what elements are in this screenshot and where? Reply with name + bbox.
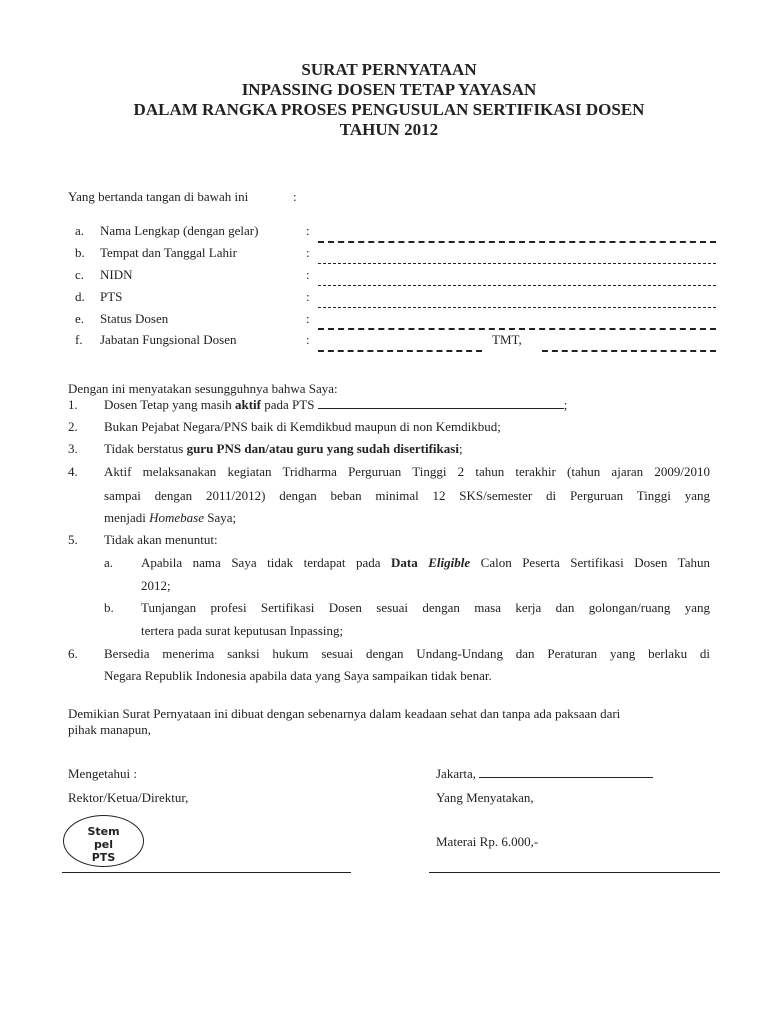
item-1-prefix: Dosen Tetap yang masih bbox=[104, 397, 235, 412]
item-4-line-3-prefix: menjadi bbox=[104, 510, 150, 525]
field-label-status: Status Dosen bbox=[100, 311, 169, 326]
item-6-line-2: Negara Republik Indonesia apabila data yang Saya sampaikan tidak benar. bbox=[104, 668, 492, 683]
item-3-prefix: Tidak berstatus bbox=[104, 441, 187, 456]
statement-intro: Dengan ini menyatakan sesungguhnya bahwa Saya: bbox=[68, 381, 338, 396]
field-letter-b: b. bbox=[75, 245, 85, 260]
item-1-bold: aktif bbox=[235, 397, 261, 412]
field-colon-jabatan: : bbox=[306, 332, 310, 347]
field-label-pts: PTS bbox=[100, 289, 123, 304]
field-letter-f: f. bbox=[75, 332, 83, 347]
item-5a-suffix: Calon Peserta Sertifikasi Dosen Tahun bbox=[470, 555, 710, 570]
field-line-nidn[interactable] bbox=[318, 285, 716, 286]
item-3-text bbox=[104, 441, 463, 457]
field-line-birth[interactable] bbox=[318, 263, 716, 264]
item-4-number: 4. bbox=[68, 464, 78, 479]
materai-label: Materai Rp. 6.000,- bbox=[436, 834, 539, 849]
title-line-2: INPASSING DOSEN TETAP YAYASAN bbox=[241, 80, 537, 99]
title-line-4: TAHUN 2012 bbox=[339, 120, 439, 139]
mengetahui-label: Mengetahui : bbox=[68, 766, 137, 781]
item-5a-prefix: Apabila nama Saya tidak terdapat pada bbox=[141, 555, 392, 570]
item-5-number: 5. bbox=[68, 532, 78, 547]
item-6-number: 6. bbox=[68, 646, 78, 661]
closing-line-2: pihak manapun, bbox=[68, 722, 152, 737]
item-5a-bold: Data bbox=[391, 555, 429, 570]
date-blank[interactable] bbox=[479, 766, 653, 778]
field-colon-nidn: : bbox=[306, 267, 310, 282]
item-3-end: ; bbox=[458, 441, 463, 456]
title-line-1: SURAT PERNYATAAN bbox=[301, 60, 477, 79]
field-line-pts[interactable] bbox=[318, 307, 716, 308]
field-label-name: Nama Lengkap (dengan gelar) bbox=[100, 223, 259, 238]
field-colon-pts: : bbox=[306, 289, 310, 304]
rektor-label: Rektor/Ketua/Direktur, bbox=[68, 790, 189, 805]
item-5-text: Tidak akan menuntut: bbox=[104, 532, 218, 547]
stamp-placeholder bbox=[63, 815, 144, 867]
item-4-line-3 bbox=[104, 510, 236, 526]
tmt-label: TMT, bbox=[492, 332, 522, 347]
field-letter-e: e. bbox=[75, 311, 85, 326]
intro-colon: : bbox=[293, 189, 297, 204]
place-date bbox=[436, 766, 653, 782]
field-label-jabatan: Jabatan Fungsional Dosen bbox=[100, 332, 237, 347]
item-2-text: Bukan Pejabat Negara/PNS baik di Kemdikbud maupun di non Kemdikbud; bbox=[104, 419, 501, 434]
homebase-italic: Homebase bbox=[149, 510, 205, 525]
field-line-status[interactable] bbox=[318, 328, 716, 330]
closing-line-1: Demikian Surat Pernyataan ini dibuat dengan sebenarnya dalam keadaan sehat dan tanpa ada paksaan dari bbox=[68, 706, 621, 721]
item-1-suffix: pada PTS bbox=[261, 397, 318, 412]
item-5a-line-1 bbox=[141, 552, 710, 574]
item-1-text bbox=[104, 397, 567, 413]
field-letter-a: a. bbox=[75, 223, 85, 238]
item-4-line-1: Aktif melaksanakan kegiatan Tridharma Perguruan Tinggi 2 tahun terakhir (tahun ajaran 2009/2010 bbox=[104, 464, 710, 479]
item-4-line-3-suffix: Saya; bbox=[204, 510, 237, 525]
item-1-end: ; bbox=[563, 397, 568, 412]
item-2-number: 2. bbox=[68, 419, 78, 434]
right-signature-line[interactable] bbox=[429, 872, 720, 873]
item-3-bold: guru PNS dan/atau guru yang sudah disertifikasi bbox=[186, 441, 459, 456]
field-colon-name: : bbox=[306, 223, 310, 238]
field-label-birth: Tempat dan Tanggal Lahir bbox=[100, 245, 237, 260]
stamp-line-1: Stem bbox=[87, 825, 120, 838]
item-1-blank[interactable] bbox=[318, 397, 564, 409]
field-colon-birth: : bbox=[306, 245, 310, 260]
item-3-number: 3. bbox=[68, 441, 78, 456]
field-colon-status: : bbox=[306, 311, 310, 326]
item-5b-letter: b. bbox=[104, 600, 114, 615]
title-line-3: DALAM RANGKA PROSES PENGUSULAN SERTIFIKASI DOSEN bbox=[133, 100, 645, 119]
left-signature-line[interactable] bbox=[62, 872, 351, 873]
item-1-number: 1. bbox=[68, 397, 78, 412]
item-5a-line-2: 2012; bbox=[141, 578, 171, 593]
field-line-name[interactable] bbox=[318, 241, 716, 243]
stamp-line-2: pel bbox=[93, 838, 114, 851]
yang-menyatakan-label: Yang Menyatakan, bbox=[436, 790, 534, 805]
item-5a-letter: a. bbox=[104, 555, 114, 570]
intro-text: Yang bertanda tangan di bawah ini bbox=[68, 189, 249, 204]
place-label: Jakarta, bbox=[436, 766, 477, 781]
item-6-line-1: Bersedia menerima sanksi hukum sesuai dengan Undang-Undang dan Peraturan yang berlaku di bbox=[104, 646, 710, 661]
item-5b-line-2: tertera pada surat keputusan Inpassing; bbox=[141, 623, 344, 638]
field-label-nidn: NIDN bbox=[100, 267, 133, 282]
field-line-tmt[interactable] bbox=[542, 350, 716, 352]
field-letter-c: c. bbox=[75, 267, 85, 282]
item-5b-line-1: Tunjangan profesi Sertifikasi Dosen sesuai dengan masa kerja dan golongan/ruang yang bbox=[141, 600, 710, 615]
item-4-line-2: sampai dengan 2011/2012) dengan beban minimal 12 SKS/semester di Perguruan Tinggi yang bbox=[104, 488, 710, 503]
stamp-line-3: PTS bbox=[91, 851, 116, 864]
field-line-jabatan[interactable] bbox=[318, 350, 482, 352]
item-5a-bolditalic: Eligible bbox=[428, 555, 471, 570]
field-letter-d: d. bbox=[75, 289, 85, 304]
